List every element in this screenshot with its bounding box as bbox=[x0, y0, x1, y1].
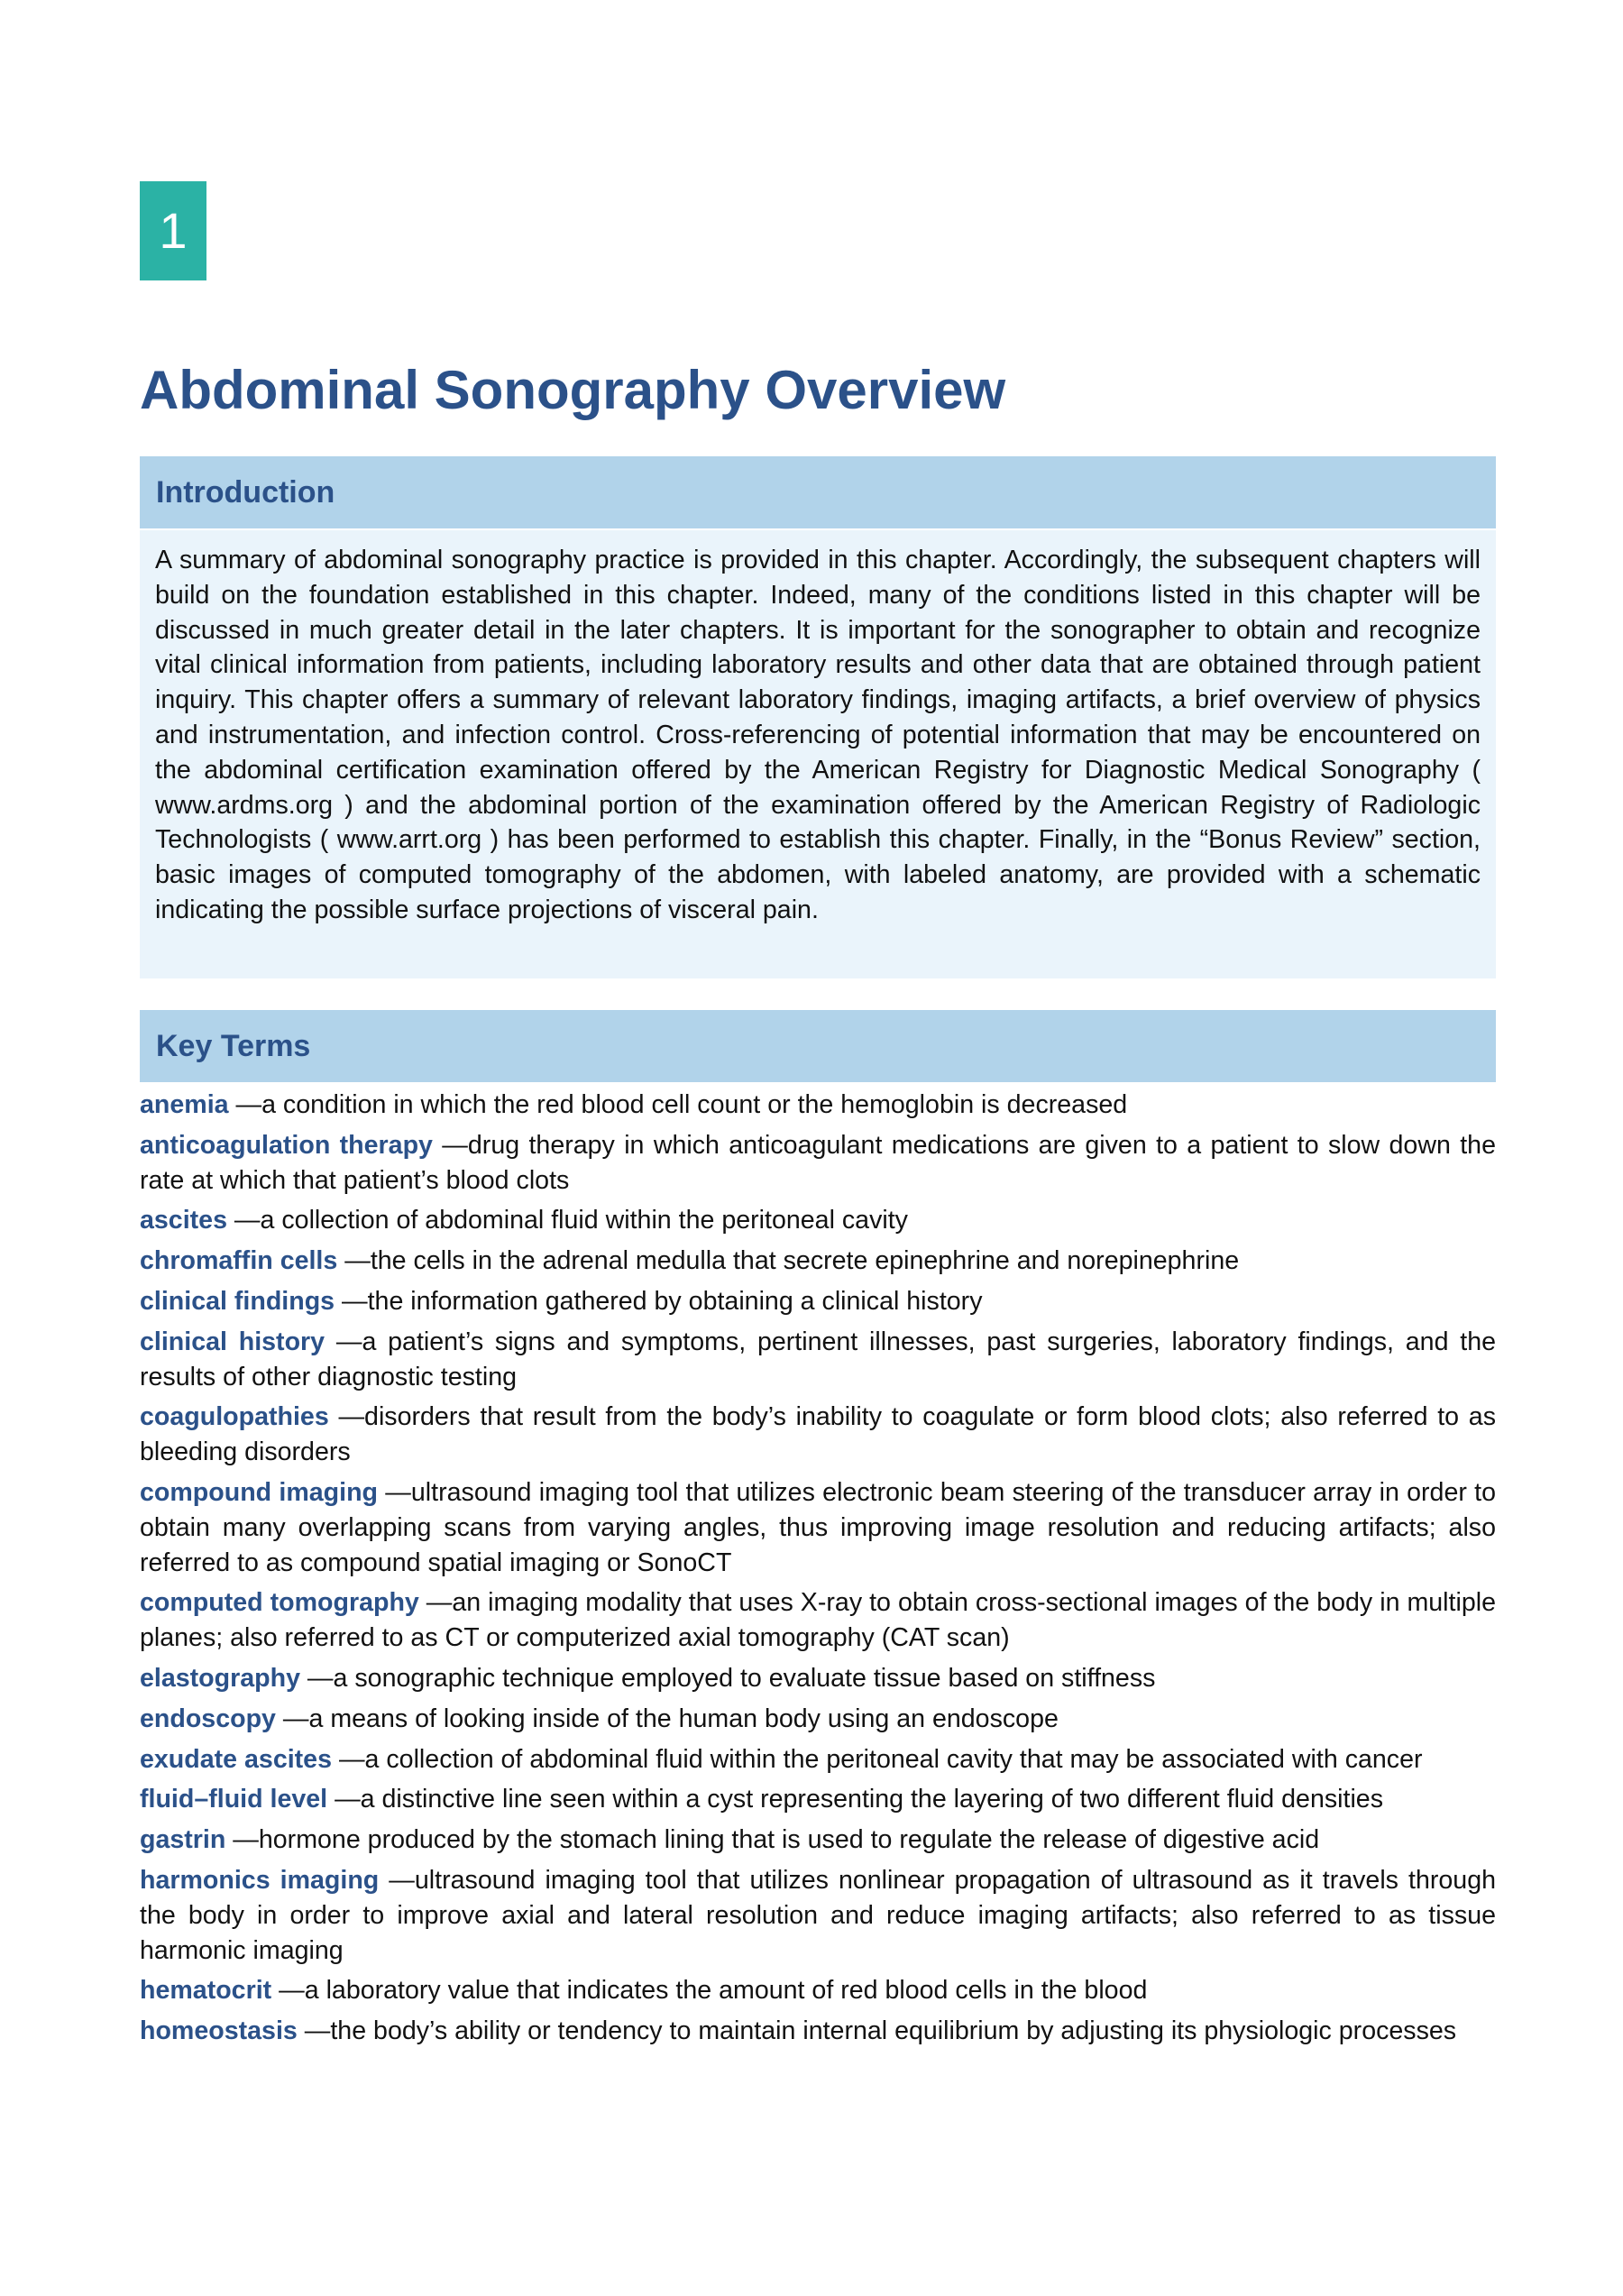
key-term-definition: —a collection of abdominal fluid within the peritoneal cavity that may be associated with cancer bbox=[332, 1744, 1423, 1774]
key-term-entry bbox=[140, 1661, 1496, 1696]
key-term-entry bbox=[140, 1823, 1496, 1858]
introduction-header: Introduction bbox=[140, 456, 1496, 528]
key-term-entry bbox=[140, 2014, 1496, 2049]
key-term-entry bbox=[140, 1782, 1496, 1817]
key-term-definition: —a patient’s signs and symptoms, pertinent illnesses, past surgeries, laboratory findings, and the results of other diagnostic testing bbox=[140, 1327, 1496, 1391]
key-term-entry bbox=[140, 1203, 1496, 1238]
key-term-name: exudate ascites bbox=[140, 1744, 332, 1774]
key-term-name: coagulopathies bbox=[140, 1402, 329, 1432]
key-term-name: ascites bbox=[140, 1206, 227, 1235]
key-term-entry bbox=[140, 1088, 1496, 1123]
key-term-name: clinical history bbox=[140, 1327, 326, 1356]
key-term-name: computed tomography bbox=[140, 1588, 419, 1618]
key-term-entry bbox=[140, 1244, 1496, 1279]
key-term-definition: —ultrasound imaging tool that utilizes electronic beam steering of the transducer array in order to obtain many overlapping scans from varying angles, thus improving image resolution and reducing artifacts; also referred to as compound spatial imaging or SonoCT bbox=[140, 1477, 1497, 1577]
key-term-name: endoscopy bbox=[140, 1704, 276, 1733]
key-term-definition: —a distinctive line seen within a cyst representing the layering of two different fluid densities bbox=[327, 1785, 1383, 1814]
key-term-entry bbox=[140, 1742, 1496, 1777]
key-term-entry bbox=[140, 1863, 1496, 1968]
key-term-entry bbox=[140, 1585, 1496, 1656]
key-term-entry bbox=[140, 1128, 1496, 1199]
key-term-definition: —a collection of abdominal fluid within the peritoneal cavity bbox=[226, 1206, 908, 1235]
chapter-number-box: 1 bbox=[140, 181, 206, 280]
key-term-name: chromaffin cells bbox=[140, 1246, 338, 1276]
key-term-entry bbox=[140, 1400, 1496, 1470]
key-term-definition: —a laboratory value that indicates the amount of red blood cells in the blood bbox=[271, 1976, 1148, 2006]
key-term-entry bbox=[140, 1973, 1496, 2008]
key-term-definition: —the body’s ability or tendency to maintain internal equilibrium by adjusting its physiologic processes bbox=[297, 2016, 1457, 2046]
key-term-definition: —drug therapy in which anticoagulant medications are given to a patient to slow down the rate at which that patient’s blood clots bbox=[140, 1130, 1496, 1195]
chapter-title: Abdominal Sonography Overview bbox=[140, 360, 1006, 420]
key-term-definition: —disorders that result from the body’s inability to coagulate or form blood clots; also referred to as bleeding disorders bbox=[140, 1402, 1496, 1467]
key-term-name: hematocrit bbox=[140, 1976, 272, 2006]
key-term-definition: —ultrasound imaging tool that utilizes nonlinear propagation of ultrasound as it travels through the body in order to improve axial and lateral resolution and reduce imaging artifacts; also referred to as tissue harmonic imaging bbox=[140, 1865, 1496, 1965]
key-term-name: clinical findings bbox=[140, 1286, 335, 1316]
key-term-name: anticoagulation therapy bbox=[140, 1130, 433, 1160]
key-terms-header: Key Terms bbox=[140, 1010, 1496, 1082]
key-term-entry bbox=[140, 1702, 1496, 1737]
key-term-definition: —the cells in the adrenal medulla that secrete epinephrine and norepinephrine bbox=[337, 1246, 1240, 1276]
key-term-name: fluid–fluid level bbox=[140, 1785, 328, 1814]
key-terms-list bbox=[140, 1088, 1496, 2054]
key-term-name: elastography bbox=[140, 1663, 300, 1693]
key-term-definition: —the information gathered by obtaining a clinical history bbox=[335, 1286, 983, 1316]
key-term-definition: —a condition in which the red blood cell count or the hemoglobin is decreased bbox=[228, 1090, 1128, 1119]
key-term-name: homeostasis bbox=[140, 2016, 298, 2046]
key-term-name: anemia bbox=[140, 1090, 229, 1119]
key-term-entry bbox=[140, 1325, 1496, 1395]
key-term-entry bbox=[140, 1475, 1496, 1580]
key-term-definition: —a means of looking inside of the human body using an endoscope bbox=[275, 1704, 1059, 1733]
introduction-body: A summary of abdominal sonography practice is provided in this chapter. Accordingly, the subsequent chapters will build on the foundation established in this chapter. Indeed, many of the conditions listed in this chapter will be discussed in much greater detail in the later chapters. It is important for the sonographer to obtain and recognize vital clinical information from patients, including laboratory results and other data that are obtained through patient inquiry. This chapter offers a summary of relevant laboratory findings, imaging artifacts, a brief overview of physics and instrumentation, and infection control. Cross-referencing of potential information that may be encountered on the abdominal certification examination offered by the American Registry for Diagnostic Medical Sonography ( www.ardms.org ) and the abdominal portion of the examination offered by the American Registry of Radiologic Technologists ( www.arrt.org ) has been performed to establish this chapter. Finally, in the “Bonus Review” section, basic images of computed tomography of the abdomen, with labeled anatomy, are provided with a schematic indicating the possible surface projections of visceral pain. bbox=[140, 530, 1496, 978]
key-term-name: compound imaging bbox=[140, 1477, 379, 1507]
key-term-definition: —an imaging modality that uses X-ray to obtain cross-sectional images of the body in multiple planes; also referred to as CT or computerized axial tomography (CAT scan) bbox=[140, 1588, 1496, 1653]
key-term-definition: —hormone produced by the stomach lining that is used to regulate the release of digestive acid bbox=[225, 1825, 1320, 1855]
key-term-entry bbox=[140, 1284, 1496, 1319]
key-term-definition: —a sonographic technique employed to evaluate tissue based on stiffness bbox=[299, 1663, 1156, 1693]
key-term-name: harmonics imaging bbox=[140, 1865, 380, 1895]
key-term-name: gastrin bbox=[140, 1825, 226, 1855]
